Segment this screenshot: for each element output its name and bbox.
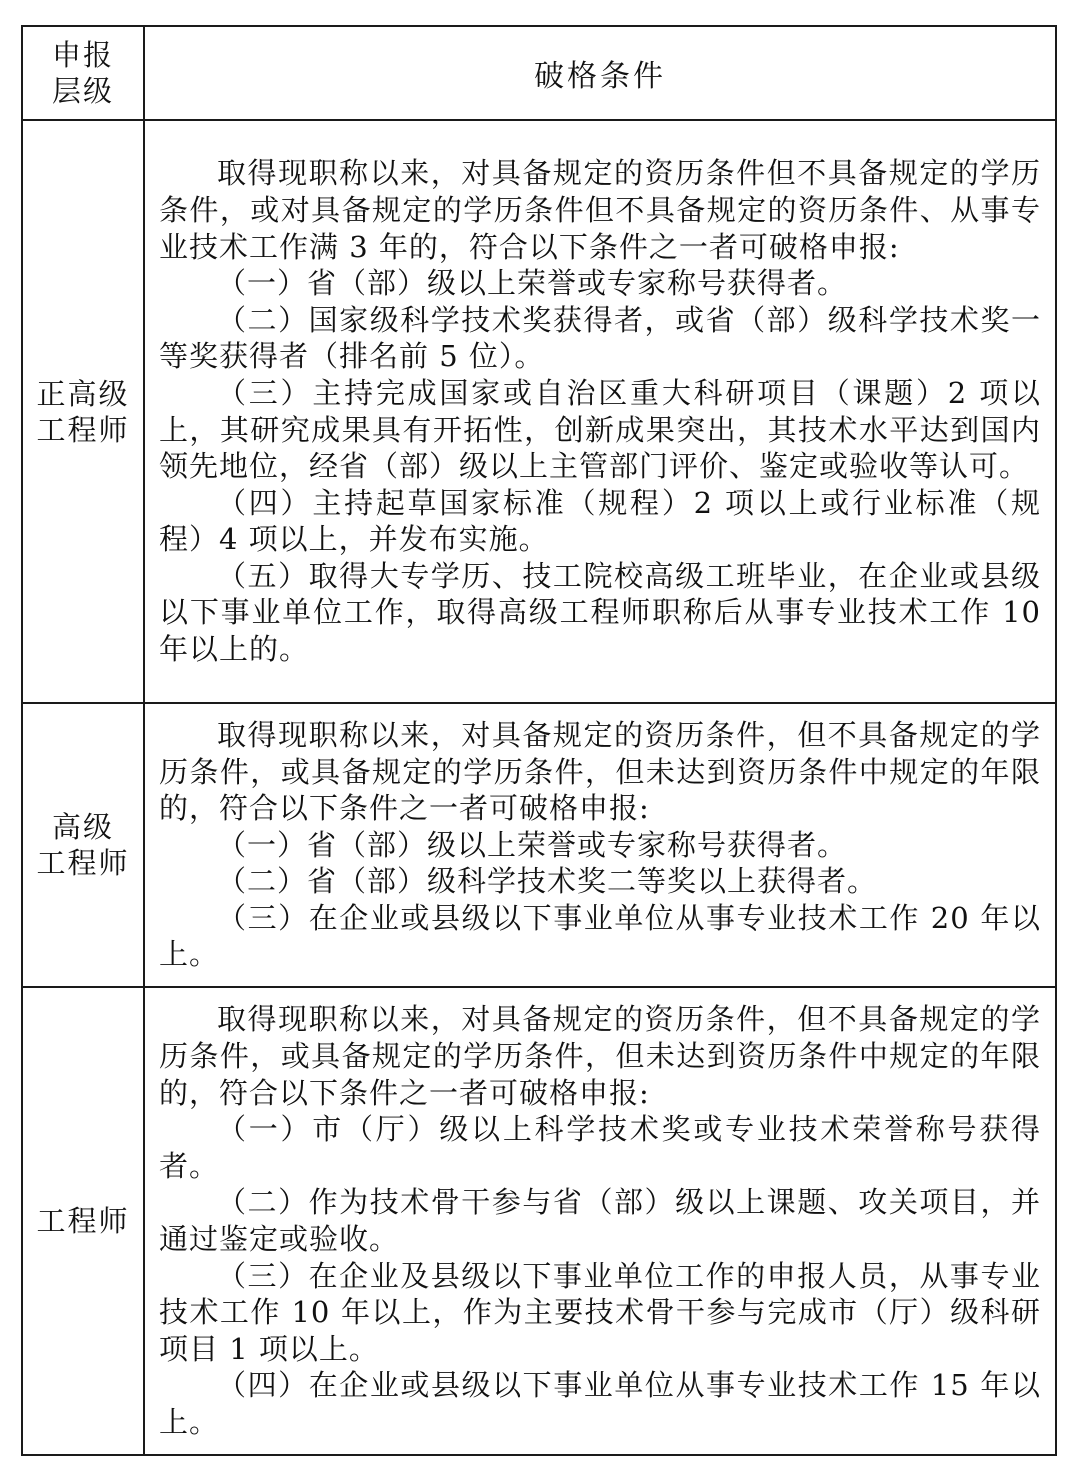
level-cell-senior	[22, 703, 144, 987]
level-label-line1: 正高级	[36, 376, 130, 411]
condition-paragraph: 取得现职称以来，对具备规定的资历条件，但不具备规定的学历条件，或具备规定的学历条件，但未达到资历条件中规定的年限的，符合以下条件之一者可破格申报:	[159, 1002, 1041, 1110]
condition-paragraph: （二）国家级科学技术奖获得者，或省（部）级科学技术奖一等奖获得者（排名前 5 位）。	[159, 302, 1041, 374]
condition-paragraph: （一）市（厅）级以上科学技术奖或专业技术荣誉称号获得者。	[159, 1112, 1041, 1183]
condition-paragraph: （五）取得大专学历、技工院校高级工班毕业，在企业或县级以下事业单位工作，取得高级工程师职称后从事专业技术工作 10 年以上的。	[159, 558, 1041, 667]
header-conditions-cell: 破格条件	[144, 26, 1056, 120]
condition-paragraph: （三）在企业及县级以下事业单位工作的申报人员，从事专业技术工作 10 年以上，作为主要技术骨干参与完成市（厅）级科研项目 1 项以上。	[159, 1258, 1041, 1366]
condition-paragraph: （二）省（部）级科学技术奖二等奖以上获得者。	[217, 864, 878, 899]
criteria-sheet	[21, 25, 1055, 1450]
level-cell-senior-professor	[22, 120, 144, 703]
criteria-table	[21, 25, 1057, 1456]
condition-paragraph: （一）省（部）级以上荣誉或专家称号获得者。	[217, 827, 848, 862]
table-row	[22, 703, 1056, 987]
condition-paragraph: （三）主持完成国家或自治区重大科研项目（课题）2 项以上，其研究成果具有开拓性，创新成果突出，其技术水平达到国内领先地位，经省（部）级以上主管部门评价、鉴定或验收等认可。	[159, 375, 1041, 484]
condition-paragraph: 取得现职称以来，对具备规定的资历条件，但不具备规定的学历条件，或具备规定的学历条件，但未达到资历条件中规定的年限的，符合以下条件之一者可破格申报:	[159, 717, 1041, 826]
condition-paragraph: （四）主持起草国家标准（规程）2 项以上或行业标准（规程）4 项以上，并发布实施。	[159, 485, 1041, 557]
level-cell-engineer	[22, 987, 144, 1455]
level-label-line1: 工程师	[36, 1204, 130, 1238]
level-label-line2: 工程师	[36, 412, 130, 447]
header-level-line2: 层级	[51, 74, 114, 108]
condition-paragraph: （三）在企业或县级以下事业单位从事专业技术工作 20 年以上。	[159, 900, 1041, 972]
header-level-cell	[22, 26, 144, 120]
condition-paragraph: （四）在企业或县级以下事业单位从事专业技术工作 15 年以上。	[159, 1368, 1041, 1439]
table-row	[22, 987, 1056, 1455]
condition-paragraph: （二）作为技术骨干参与省（部）级以上课题、攻关项目，并通过鉴定或验收。	[159, 1185, 1041, 1256]
table-row	[22, 120, 1056, 703]
conditions-cell-engineer	[144, 987, 1056, 1455]
condition-paragraph: 取得现职称以来，对具备规定的资历条件但不具备规定的学历条件，或对具备规定的学历条件但不具备规定的资历条件、从事专业技术工作满 3 年的，符合以下条件之一者可破格申报:	[159, 156, 1041, 264]
conditions-cell-senior-professor	[144, 120, 1056, 703]
level-label-line1: 高级	[51, 810, 114, 844]
condition-paragraph: （一）省（部）级以上荣誉或专家称号获得者。	[217, 266, 848, 301]
level-label-line2: 工程师	[36, 846, 130, 880]
conditions-cell-senior	[144, 703, 1056, 987]
header-row	[22, 26, 1056, 120]
header-level-line1: 申报	[51, 38, 114, 72]
